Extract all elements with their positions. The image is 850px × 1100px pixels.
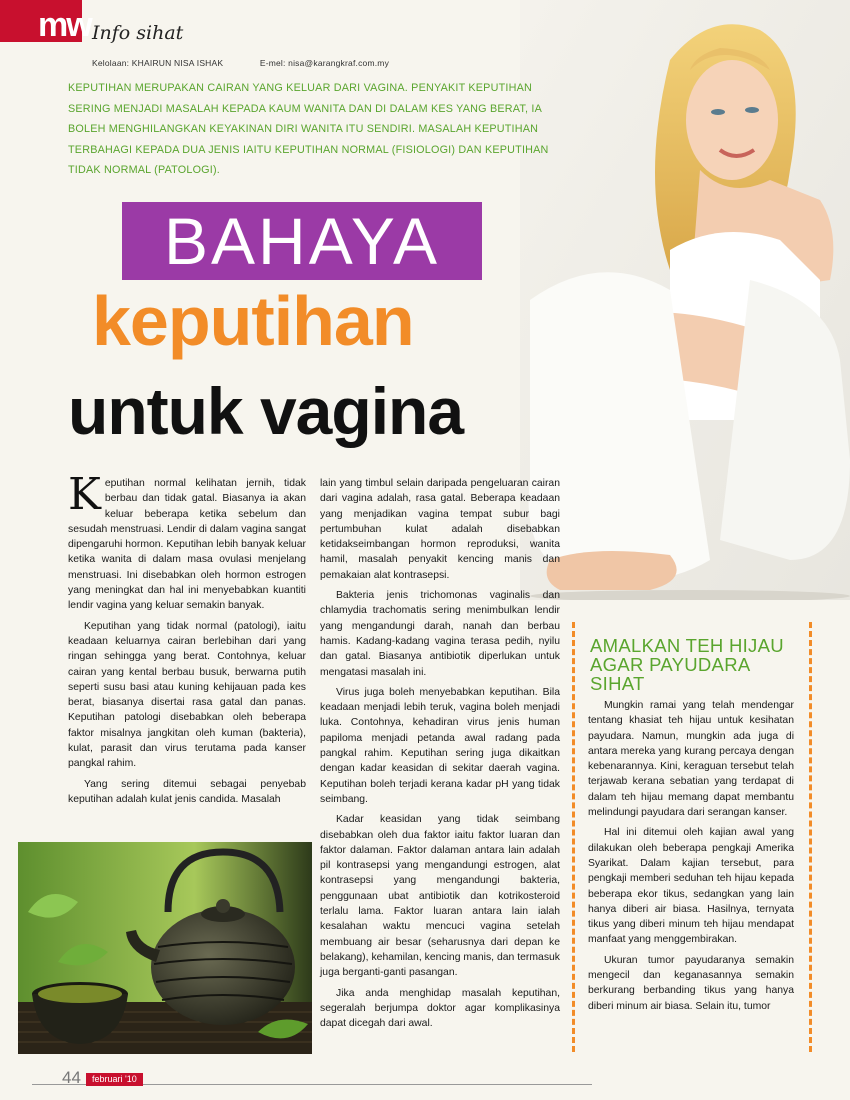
article-paragraph: Jika anda menghidap masalah keputihan, segeralah berjumpa doktor agar komplikasinya dapat dicegah dari awal. — [320, 987, 560, 1030]
sidebar-paragraph: Hal ini ditemui oleh kajian awal yang dilakukan oleh beberapa pengkaji Amerika Syarikat. Dalam kajian tersebut, para pengkaji memberi seduhan teh hijau kepada beberapa ekor tikus, sedangkan yang lain hanya diberi air biasa. Hasilnya, ternyata tikus yang diberi minum teh hijau mendapat manfaat yang menggembirakan. — [588, 827, 794, 946]
article-paragraph: Yang sering ditemui sebagai penyebab keputihan adalah kulat jenis candida. Masalah — [68, 778, 306, 805]
article-paragraph: Keputihan yang tidak normal (patologi), iaitu keadaan keluarnya cairan berlebihan dari yang ringan sehingga yang berat. Contohnya, keluar cairan yang kental berbau busuk, berwarna putih seperti susu basi atau kuning kehijauan pada kes berat, biasanya disertai rasa gatal dan panas. Keputihan patologi disebabkan oleh beberapa faktor misalnya jangkitan oleh kuman (bakteria), kulat, parasit dan virus terutama pada kanser pangkal rahim. — [68, 620, 306, 770]
sidebar-paragraph: Ukuran tumor payudaranya semakin mengecil dan keganasannya semakin berkurang berbanding tikus yang hanya diberi minum air biasa. Selain itu, tumor — [588, 954, 794, 1012]
article-column-2 — [320, 476, 560, 1036]
sidebar-paragraph: Mungkin ramai yang telah mendengar tentang khasiat teh hijau untuk kesihatan payudara. Namun, mungkin ada juga di antara mereka yang kurang percaya dengan kebenarannya. Kini, keraguan tersebut telah terjawab kerana sebatian yang terdapat di dalam teh hijau memang dapat membantu melindungi payudara dari serangan kanser. — [588, 700, 794, 819]
article-paragraph: lain yang timbul selain daripada pengeluaran cairan dari vagina adalah, rasa gatal. Beberapa keadaan yang menjadikan vagina tempat subur bagi pertumbuhan kulat adalah disebabkan ketidakseimbangan hormon reproduksi, wanita hamil, masalah penyakit kencing manis dan pemakaian alat kontrasepsi. — [320, 478, 560, 581]
drop-cap: K — [68, 469, 101, 520]
editor-email: E-mel: nisa@karangkraf.com.my — [259, 58, 390, 68]
byline — [92, 58, 423, 68]
headline-line-2: keputihan — [92, 282, 414, 360]
headline-line-1: BAHAYA — [164, 204, 440, 278]
page-number: 44 — [62, 1068, 81, 1087]
intro-paragraph: KEPUTIHAN MERUPAKAN CAIRAN YANG KELUAR DARI VAGINA. PENYAKIT KEPUTIHAN SERING MENJADI MASALAH KEPADA KAUM WANITA DAN DI DALAM KES YANG BERAT, IA BOLEH MENGHILANGKAN KEYAKINAN DIRI WANITA ITU SENDIRI. MASALAH KEPUTIHAN TERBAHAGI KEPADA DUA JENIS IAITU KEPUTIHAN NORMAL (FISIOLOGI) DAN KEPUTIHAN TIDAK NORMAL (PATOLOGI). — [68, 82, 549, 176]
article-paragraph: Bakteria jenis trichomonas vaginalis dan chlamydia trachomatis sering menimbulkan lendir yang mengandungi darah, nanah dan berbau hamis. Kadang-kadang vagina terasa pedih, nyilu dan gatal. Biasanya antibiotik diperlukan untuk mengatasi masalah ini. — [320, 590, 560, 678]
sidebar-title: AMALKAN TEH HIJAU AGAR PAYUDARA SIHAT — [590, 635, 784, 694]
article-paragraph: Keputihan normal kelihatan jernih, tidak berbau dan tidak gatal. Biasanya ia akan keluar beberapa ketika sebelum dan sesudah menstruasi. Lendir di dalam vagina sangat dipengaruhi hormon. Keputihan lebih banyak keluar ketika wanita di dalam masa ovulasi menjelang menstruasi. Ini disebabkan oleh hormon estrogen yang meningkat dan hal ini menyebabkan kuantiti lendir vagina yang keluar semakin banyak. — [68, 469, 306, 612]
article-column-1 — [68, 469, 306, 812]
headline-line-3: untuk vagina — [68, 374, 464, 448]
article-paragraph: Kadar keasidan yang tidak seimbang disebabkan oleh dua faktor iaitu faktor luaran dan faktor dalaman. Faktor dalaman antara lain adalah pil kontrasepsi yang mengandungi estrogen, alat kontrasepsi yang mengandungi bakteria, penggunaan ubat antibiotik dan kotrikosteroid terlalu lama. Faktor luaran antara lain ialah kesalahan waktu mencuci vagina setelah membuang air besar (seharusnya dari depan ke belakang), kehamilan, kencing manis, dan termasuk juga berganti-ganti pasangan. — [320, 814, 560, 979]
sidebar-body — [588, 698, 794, 1019]
article-paragraph: Virus juga boleh menyebabkan keputihan. Bila keadaan menjadi lebih teruk, vagina boleh menjadi luka. Contohnya, kehadiran virus jenis human papiloma menjadi petanda awal radang pada pangkal rahim. Keputihan sering juga dikaitkan dengan kadar keasidan di sekitar daerah vagina. Keputihan boleh terjadi kerana kadar pH yang tidak seimbang. — [320, 686, 560, 805]
green-tea-photo — [18, 842, 312, 1054]
editor-credit: Kelolaan: KHAIRUN NISA ISHAK — [92, 58, 224, 68]
section-name: Info sihat — [92, 22, 184, 44]
model-photo — [520, 0, 850, 600]
issue-date: februari '10 — [86, 1073, 143, 1086]
section-badge: mw — [38, 6, 91, 44]
